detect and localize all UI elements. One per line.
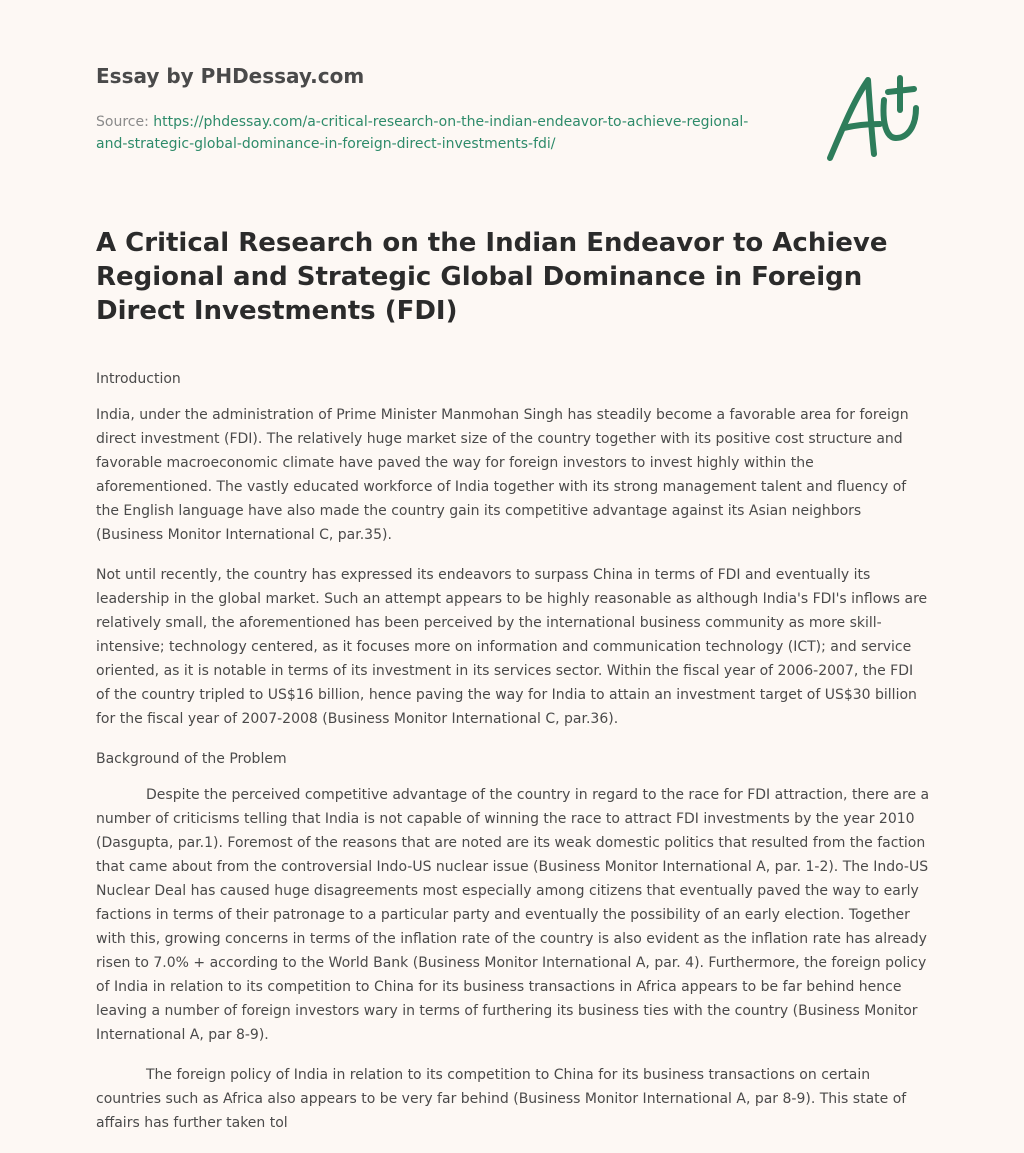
background-heading: Background of the Problem — [96, 751, 287, 767]
paragraph-3: Despite the perceived competitive advantage of the country in regard to the race for FDI attraction, there are a number of criticisms telling that India is not capable of winning the race to attract FDI investments by the year 2010 (Dasgupta, par.1). Foremost of the reasons that are noted are its weak domestic politics that resulted from the faction that came about from the controversial Indo-US nuclear issue (Business Monitor International A, par. 1-2). The Indo-US Nuclear Deal has caused huge disagreements most especially among citizens that eventually paved the way to early factions in terms of their patronage to a particular party and eventually the possibility of an early election. Together with this, growing concerns in terms of the inflation rate of the country is also evident as the inflation rate has already risen to 7.0% + according to the World Bank (Business Monitor International A, par. 4). Furthermore, the foreign policy of India in relation to its competition to China for its business transactions in Africa appears to be far behind hence leaving a number of foreign investors wary in terms of furthering its business ties with the country (Business Monitor International A, par 8-9). — [96, 787, 930, 1043]
paragraph-4: The foreign policy of India in relation to its competition to China for its business transactions on certain countries such as Africa also appears to be very far behind (Business Monitor International A, par 8-9). This state of affairs has further taken tol — [96, 1067, 907, 1131]
source-line — [96, 111, 756, 155]
paragraph-1: India, under the administration of Prime Minister Manmohan Singh has steadily become a favorable area for foreign direct investment (FDI). The relatively huge market size of the country together with its positive cost structure and favorable macroeconomic climate have paved the way for foreign investors to invest highly within the aforementioned. The vastly educated workforce of India together with its strong management talent and fluency of the English language have also made the country gain its competitive advantage against its Asian neighbors (Business Monitor International C, par.35). — [96, 407, 909, 543]
a-plus-logo-icon — [820, 70, 928, 166]
essay-title: A Critical Research on the Indian Endeavor to Achieve Regional and Strategic Global Dominance in Foreign Direct Investments (FDI) — [96, 228, 888, 326]
source-link[interactable]: https://phdessay.com/a-critical-research-on-the-indian-endeavor-to-achieve-regional-and-strategic-global-dominance-in-foreign-direct-investments-fdi/ — [96, 114, 749, 152]
source-label: Source: — [96, 114, 149, 130]
intro-heading: Introduction — [96, 371, 181, 387]
essay-body — [96, 367, 930, 1151]
brand-title: Essay by PHDessay.com — [96, 64, 365, 88]
paragraph-2: Not until recently, the country has expressed its endeavors to surpass China in terms of FDI and eventually its leadership in the global market. Such an attempt appears to be highly reasonable as although India's FDI's inflows are relatively small, the aforementioned has been perceived by the international business community as more skill-intensive; technology centered, as it focuses more on information and communication technology (ICT); and service oriented, as it is notable in terms of its investment in its services sector. Within the fiscal year of 2006-2007, the FDI of the country tripled to US$16 billion, hence paving the way for India to attain an investment target of US$30 billion for the fiscal year of 2007-2008 (Business Monitor International C, par.36). — [96, 567, 928, 727]
